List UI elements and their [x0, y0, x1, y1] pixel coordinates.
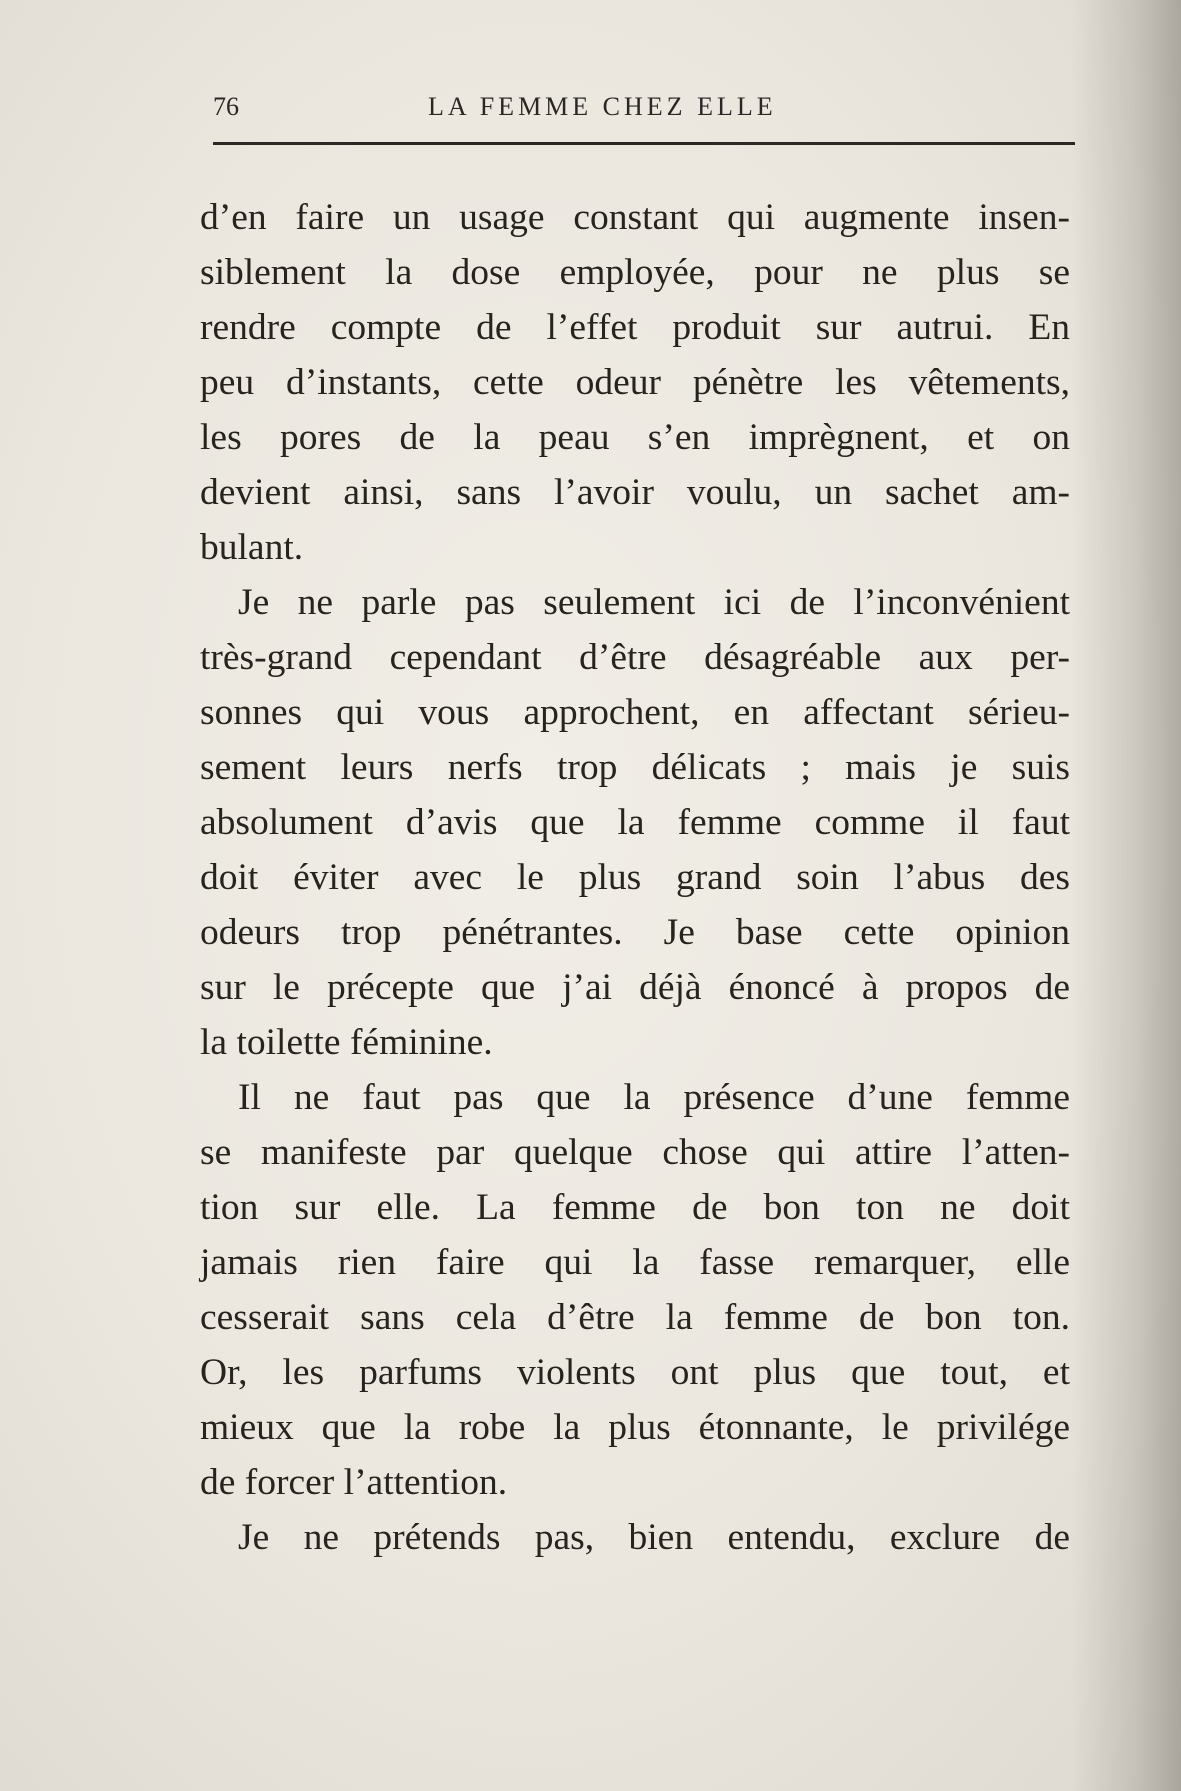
text-line: jamais rien faire qui la fasse remarquer, elle — [200, 1242, 1070, 1283]
text-line: cesserait sans cela d’être la femme de bon ton. — [200, 1297, 1070, 1338]
text-line: odeurs trop pénétrantes. Je base cette opinion — [200, 912, 1070, 953]
text-line: tion sur elle. La femme de bon ton ne doit — [200, 1187, 1070, 1228]
text-line: absolument d’avis que la femme comme il faut — [200, 802, 1070, 843]
body-text — [200, 190, 1070, 1565]
text-line: les pores de la peau s’en imprègnent, et on — [200, 417, 1070, 458]
text-line: de forcer l’attention. — [200, 1462, 508, 1503]
paragraph-3 — [200, 1070, 1070, 1510]
text-line: peu d’instants, cette odeur pénètre les vêtements, — [200, 362, 1070, 403]
header-rule — [213, 142, 1075, 145]
text-line: rendre compte de l’effet produit sur autrui. En — [200, 307, 1070, 348]
paragraph-4 — [200, 1510, 1070, 1565]
text-line: mieux que la robe la plus étonnante, le privilége — [200, 1407, 1070, 1448]
text-line: d’en faire un usage constant qui augmente insen- — [200, 197, 1070, 238]
running-header — [213, 92, 1075, 132]
text-line: sement leurs nerfs trop délicats ; mais je suis — [200, 747, 1070, 788]
text-line: très-grand cependant d’être désagréable aux per- — [200, 637, 1070, 678]
page-edge-shadow — [1071, 0, 1181, 1791]
text-line: Il ne faut pas que la présence d’une femme — [238, 1077, 1070, 1118]
text-line: devient ainsi, sans l’avoir voulu, un sachet am- — [200, 472, 1070, 513]
text-line: Or, les parfums violents ont plus que tout, et — [200, 1352, 1070, 1393]
running-title: LA FEMME CHEZ ELLE — [428, 92, 777, 121]
text-line: bulant. — [200, 527, 304, 568]
paragraph-1 — [200, 190, 1070, 575]
text-line: sonnes qui vous approchent, en affectant sérieu- — [200, 692, 1070, 733]
text-line: sur le précepte que j’ai déjà énoncé à propos de — [200, 967, 1070, 1008]
text-line: la toilette féminine. — [200, 1022, 493, 1063]
paragraph-2 — [200, 575, 1070, 1070]
text-line: Je ne parle pas seulement ici de l’inconvénient — [238, 582, 1070, 623]
page-number: 76 — [213, 92, 239, 121]
text-line: Je ne prétends pas, bien entendu, exclure de — [238, 1517, 1070, 1558]
text-line: doit éviter avec le plus grand soin l’abus des — [200, 857, 1070, 898]
text-line: siblement la dose employée, pour ne plus se — [200, 252, 1070, 293]
text-line: se manifeste par quelque chose qui attire l’atten- — [200, 1132, 1070, 1173]
